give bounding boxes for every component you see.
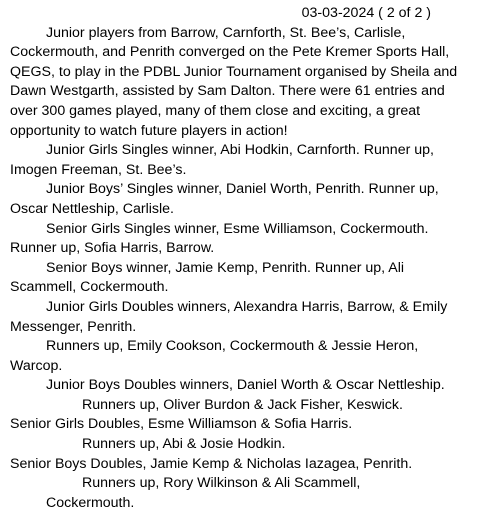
junior-girls-doubles-runners-up-paragraph: Runners up, Emily Cookson, Cockermouth & Jessie Heron, Warcop. xyxy=(10,338,419,374)
senior-boys-doubles-paragraph: Senior Boys Doubles, Jamie Kemp & Nicholas Iazagea, Penrith. xyxy=(10,455,413,472)
junior-girls-doubles-paragraph: Junior Girls Doubles winners, Alexandra Harris, Barrow, & Emily Messenger, Penrith. xyxy=(10,298,448,335)
junior-girls-singles-paragraph: Junior Girls Singles winner, Abi Hodkin, Carnforth. Runner up, Imogen Freeman, St. Bee’s. xyxy=(10,142,434,178)
date-line: 03-03-2024 ( 2 of 2 ) xyxy=(301,5,431,21)
senior-boys-singles-paragraph: Senior Boys winner, Jamie Kemp, Penrith. Runner up, Ali Scammell, Cockermouth. xyxy=(10,259,405,296)
senior-boys-doubles-runners-up-paragraph: Runners up, Rory Wilkinson & Ali Scammell, xyxy=(82,475,361,492)
intro-paragraph: Junior players from Barrow, Carnforth, St. Bee’s, Carlisle, Cockermouth, and Penrith converged on the Pete Kremer Sports Hall, QEGS, to play in the PDBL Junior Tournament organised by Sheila and Dawn Westgarth, assisted by Sam Dalton. There were 61 entries and over 300 games played, many of them close and exciting, a great opportunity to watch future players in action! xyxy=(10,24,458,139)
junior-boys-singles-paragraph: Junior Boys’ Singles winner, Daniel Worth, Penrith. Runner up, Oscar Nettleship, Carlisle. xyxy=(10,181,439,217)
junior-boys-doubles-paragraph: Junior Boys Doubles winners, Daniel Worth & Oscar Nettleship. xyxy=(46,377,445,394)
senior-girls-doubles-runners-up-paragraph: Runners up, Abi & Josie Hodkin. xyxy=(82,436,286,453)
senior-girls-singles-paragraph: Senior Girls Singles winner, Esme Williamson, Cockermouth. Runner up, Sofia Harris, Barrow. xyxy=(10,220,429,257)
senior-girls-doubles-paragraph: Senior Girls Doubles, Esme Williamson & Sofia Harris. xyxy=(10,416,353,433)
senior-boys-doubles-runners-up-continuation: Cockermouth. xyxy=(46,494,135,511)
junior-boys-doubles-runners-up-paragraph: Runners up, Oliver Burdon & Jack Fisher, Keswick. xyxy=(82,396,403,413)
